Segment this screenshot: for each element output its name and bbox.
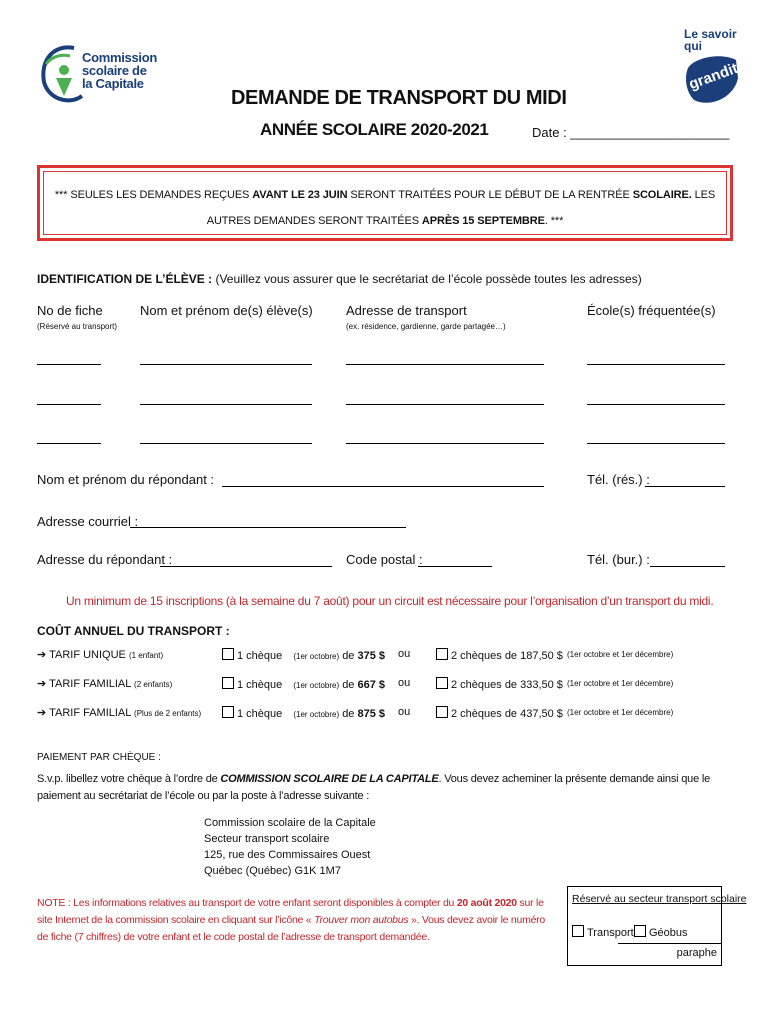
one-cheque-checkbox[interactable] [222,648,234,660]
col-adresse: Adresse de transport [346,303,467,318]
one-cheque-option[interactable] [222,706,385,720]
payment-text-1: S.v.p. libellez votre chèque à l’ordre de [37,773,221,785]
reserved-box [567,886,747,966]
two-cheques-dates: (1er octobre et 1er décembre) [567,708,674,717]
email-field[interactable] [130,527,406,528]
slogan-line3: grandit [686,59,741,94]
cost-heading: COÛT ANNUEL DU TRANSPORT : [37,624,230,638]
one-cheque-checkbox[interactable] [222,677,234,689]
two-cheques-option[interactable] [436,648,563,662]
identification-heading [37,272,642,286]
identification-note: (Veuillez vous assurer que le secrétariat de l’école possède toutes les adresses) [212,272,642,286]
tel-bur-field[interactable] [650,566,725,567]
respondent-address-label: Adresse du répondant : [37,552,173,567]
col-fiche: No de fiche [37,303,103,318]
two-cheques-dates-wrap [567,677,673,689]
paraphe-line[interactable] [618,943,721,944]
arrow-icon: ➔ [37,678,47,690]
one-cheque-option[interactable] [222,677,385,691]
one-cheque-label: 1 chèque [237,679,283,691]
arrow-icon: ➔ [37,649,47,661]
col-adresse-note: (ex. résidence, gardienne, garde partagée…) [346,322,506,331]
final-note-mid: sur le site Internet de la commission scolaire en cliquant sur l’icône « [37,897,544,926]
ecole-line-2[interactable] [587,404,725,405]
address-line-3: 125, rue des Commissaires Ouest [204,849,371,861]
one-cheque-date: (1er octobre) [293,652,340,661]
one-cheque-amount: 667 $ [357,679,386,691]
one-cheque-label: 1 chèque [237,650,283,662]
one-cheque-checkbox[interactable] [222,706,234,718]
adresse-line-2[interactable] [346,404,544,405]
col-ecole: École(s) fréquentée(s) [587,303,716,318]
identification-title: IDENTIFICATION DE L’ÉLÈVE : [37,272,213,286]
two-cheques-label: 2 chèques de 437,50 $ [451,708,563,720]
col-fiche-note: (Réservé au transport) [37,322,118,331]
fiche-line-2[interactable] [37,404,101,405]
notice-text-3: LES AUTRES DEMANDES SERONT TRAITÉES [206,189,716,227]
two-cheques-checkbox[interactable] [436,677,448,689]
tarif-label [37,648,163,661]
payment-heading: PAIEMENT PAR CHÈQUE : [37,752,161,763]
payment-text-2: . Vous devez acheminer la présente demande ainsi que le paiement au secrétariat de l’école ou par la poste à l’adresse suivante : [37,773,711,802]
tarif-label [37,677,172,690]
reserved-transport-option[interactable] [572,925,634,939]
address-line-2: Secteur transport scolaire [204,833,330,845]
org-name-line3: la Capitale [82,76,144,91]
tel-res-label: Tél. (rés.) : [587,472,650,487]
respondent-name-label: Nom et prénom du répondant : [37,472,215,487]
one-cheque-amount: 875 $ [357,708,386,720]
reserved-heading: Réservé au secteur transport scolaire [572,893,747,905]
two-cheques-option[interactable] [436,706,563,720]
tel-bur-label: Tél. (bur.) : [587,552,650,567]
geobus-checkbox[interactable] [634,925,646,937]
respondent-address-field[interactable] [160,566,332,567]
address-line-1: Commission scolaire de la Capitale [204,817,376,829]
or-label: ou [398,706,411,718]
school-year: ANNÉE SCOLAIRE 2020-2021 [260,120,489,139]
tarif-name: TARIF FAMILIAL [49,707,131,719]
col-nom: Nom et prénom de(s) élève(s) [140,303,313,318]
org-name-line1: Commission [82,50,158,65]
two-cheques-checkbox[interactable] [436,706,448,718]
nom-line-3[interactable] [140,443,312,444]
fiche-line-1[interactable] [37,364,101,365]
final-note-lead: NOTE : Les informations relatives au transport de votre enfant seront disponibles à compter du [37,897,457,909]
slogan-line1: Le savoir [684,27,737,41]
or-separator [398,677,410,689]
payment-payee: COMMISSION SCOLAIRE DE LA CAPITALE [220,773,439,785]
or-label: ou [398,677,411,689]
or-label: ou [398,648,411,660]
one-cheque-label: 1 chèque [237,708,283,720]
postal-code-field[interactable] [418,566,492,567]
final-note-date: 20 août 2020 [456,897,517,909]
tarif-label [37,706,201,719]
slogan-line2: qui [684,39,702,53]
adresse-line-3[interactable] [346,443,544,444]
postal-code-label: Code postal : [346,552,423,567]
one-cheque-date: (1er octobre) [293,710,340,719]
notice-bold-1: AVANT LE 23 JUIN [252,189,348,201]
one-cheque-amount: 375 $ [357,650,386,662]
tarif-detail: (2 enfants) [134,680,173,689]
two-cheques-label: 2 chèques de 187,50 $ [451,650,563,662]
ecole-line-3[interactable] [587,443,725,444]
nom-line-1[interactable] [140,364,312,365]
slogan-logo [680,28,740,110]
final-note [37,895,557,946]
adresse-line-1[interactable] [346,364,544,365]
arrow-icon: ➔ [37,707,47,719]
two-cheques-label: 2 chèques de 333,50 $ [451,679,563,691]
respondent-name-field[interactable] [222,486,544,487]
one-cheque-de: de [342,679,355,691]
paraphe-label: paraphe [676,947,717,959]
two-cheques-dates: (1er octobre et 1er décembre) [567,679,674,688]
notice-bold-3: APRÈS 15 SEPTEMBRE [421,215,545,227]
final-note-link-name: Trouver mon autobus [314,914,409,926]
deadline-notice [37,165,733,241]
tarif-name: TARIF UNIQUE [49,649,126,661]
two-cheques-checkbox[interactable] [436,648,448,660]
one-cheque-de: de [342,708,355,720]
tarif-name: TARIF FAMILIAL [49,678,131,690]
one-cheque-date: (1er octobre) [293,681,340,690]
date-field[interactable]: Date : ______________________ [532,125,730,140]
ecole-line-1[interactable] [587,364,725,365]
two-cheques-dates-wrap [567,706,673,718]
final-note-tail: ». Vous devez avoir le numéro de fiche (7 chiffres) de votre enfant et le code postal de l’adresse de transport demandée. [37,914,546,943]
email-label: Adresse courriel : [37,514,139,529]
or-separator [398,706,410,718]
mailing-address [204,815,376,879]
two-cheques-dates: (1er octobre et 1er décembre) [567,650,674,659]
reserved-geobus-option[interactable] [634,925,688,939]
tarif-detail: (Plus de 2 enfants) [134,709,202,718]
two-cheques-option[interactable] [436,677,563,691]
one-cheque-option[interactable] [222,648,385,662]
org-name-line2: scolaire de [82,63,147,78]
minimum-note: Un minimum de 15 inscriptions (à la semaine du 7 août) pour un circuit est nécessaire pour l’organisation d’un transport du midi. [66,594,714,608]
page-title: DEMANDE DE TRANSPORT DU MIDI [231,87,567,109]
nom-line-2[interactable] [140,404,312,405]
notice-text-1: *** SEULES LES DEMANDES REÇUES [54,189,253,201]
address-line-4: Québec (Québec) G1K 1M7 [204,865,341,877]
one-cheque-de: de [342,650,355,662]
fiche-line-3[interactable] [37,443,101,444]
or-separator [398,648,410,660]
notice-bold-2: SCOLAIRE. [632,189,692,201]
payment-instructions [37,771,730,805]
notice-text-4: . *** [544,215,564,227]
transport-checkbox[interactable] [572,925,584,937]
tarif-detail: (1 enfant) [128,651,164,660]
geobus-option-label: Géobus [649,927,688,939]
two-cheques-dates-wrap [567,648,673,660]
notice-text-2: SERONT TRAITÉES POUR LE DÉBUT DE LA RENTRÉE [347,189,633,201]
tel-res-field[interactable] [645,486,725,487]
org-name [82,51,157,90]
transport-option-label: Transport [587,927,634,939]
